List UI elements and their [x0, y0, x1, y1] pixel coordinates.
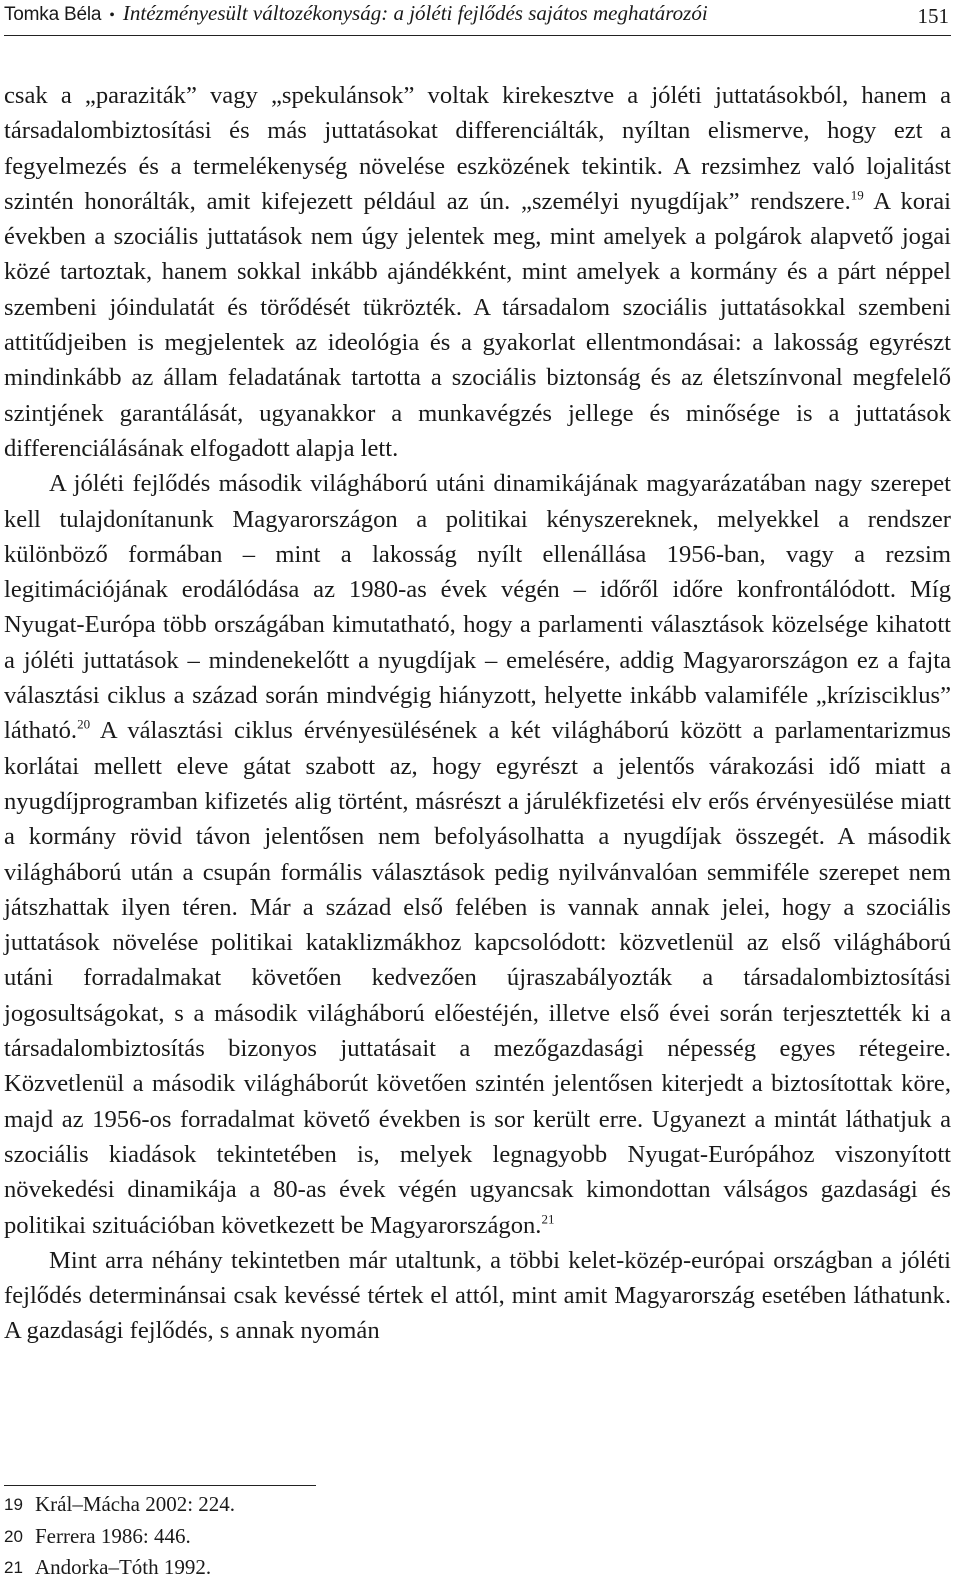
- paragraph-1-text-a: csak a „paraziták” vagy „spekulánsok” voltak kirekesztve a jóléti juttatásokból, hanem a társadalombiztosítási és más juttatásokat differenciálták, nyíltan elismerve, hogy ezt a fegyelmezés és a termelékenység növelése eszközének tekintik. A rezsimhez való lojalitást szintén honorálták, amit kifejezett például az ún. „személyi nyugdíjak” rendszere.: [4, 82, 951, 215]
- footnote-number: 21: [4, 1558, 23, 1577]
- footnote-number: 20: [4, 1526, 23, 1546]
- footnote-text: Ferrera 1986: 446.: [35, 1523, 191, 1548]
- paragraph-2: [4, 466, 951, 1243]
- header-author: Tomka Béla: [4, 4, 102, 25]
- header-left: [4, 0, 708, 29]
- page-number: 151: [917, 4, 949, 28]
- paragraph-3: [4, 1243, 951, 1349]
- running-header: [4, 0, 951, 36]
- body-text: [4, 78, 951, 1349]
- footnote-text: Král–Mácha 2002: 224.: [35, 1492, 236, 1516]
- paragraph-1: [4, 78, 951, 466]
- paragraph-2-text-a: A jóléti fejlődés második világháború utáni dinamikájának magyarázatában nagy szerepet kell tulajdonítanunk Magyarországon a politikai kényszereknek, melyekkel a rendszer különböző formában – mint a lakosság nyílt ellenállása 1956-ban, vagy a rezsim legitimációjának erodálódása az 1980-as évek végén – időről időre konfrontálódott. Míg Nyugat-Európa több országában kimutatható, hogy a parlamenti választások közelsége kihatott a jóléti juttatások – mindenekelőtt a nyugdíjak – emelésére, addig Magyarországon ez a fajta választási ciklus a század során mindvégig hiányzott, helyette inkább valamiféle „krízisciklus” látható.: [4, 470, 951, 745]
- footnote-text: Andorka–Tóth 1992.: [35, 1555, 212, 1579]
- footnote-21: [4, 1552, 235, 1584]
- footnote-20: [4, 1521, 235, 1553]
- paragraph-1-text-b: A korai években a szociális juttatások nem úgy jelentek meg, mint amelyek a polgárok alapvető jogai közé tartoztak, hanem sokkal inkább ajándékként, mint amelyek a kormány és a párt néppel szembeni jóindulatát és törődését tükrözték. A társadalom szociális juttatásokkal szembeni attitűdjeiben is megjelentek az ideológia és a gyakorlat ellentmondásai: a lakosság egyrészt mindinkább az állam feladatának tartotta a szociális biztonság és az életszínvonal megfelelő szintjének garantálását, ugyanakkor a munkavégzés jellege és minősége is a juttatások differenciálásának elfogadott alapja lett.: [4, 187, 951, 462]
- footnote-rule: [4, 1485, 316, 1486]
- paragraph-2-text-b: A választási ciklus érvényesülésének a két világháború között a parlamentarizmus korlátai mellett eleve gátat szabott az, hogy egyrészt a jelentős várakozási idő miatt a nyugdíjprogramban kifizetés alig történt, másrészt a járulékfizetési elv erős érvényesülése miatt a kormány rövid távon jelentősen nem befolyásolhatta a nyugdíjak összegét. A második világháború után a csupán formális választások pedig nyilvánvalóan semmiféle szerepet nem játszhattak ilyen téren. Már a század első felében is vannak annak jelei, hogy a szociális juttatások növelése politikai kataklizmákhoz kapcsolódott: közvetlenül az első világháború utáni forradalmakat követően kedvezően újraszabályozták a társadalombiztosítási jogosultságokat, s a második világháború előestéjén, illetve első évei során terjesztették ki a társadalombiztosítás bizonyos juttatásait a mezőgazdasági népesség egyes rétegeire. Közvetlenül a második világháborút követően szintén jelentősen kiterjedt a biztosítottak köre, majd az 1956-os forradalmat követő években is sor került erre. Ugyanezt a mintát láthatjuk a szociális kiadások tekintetében is, melyek legnagyobb Nyugat-Európához viszonyított növekedési dinamikája a 80-as évek végén ugyancsak kimondottan válságos gazdasági és politikai szituációban következett be Magyarországon.: [4, 717, 951, 1239]
- header-chapter-title: Intézményesült változékonyság: a jóléti fejlődés sajátos meghatározói: [122, 1, 708, 25]
- footnote-19: [4, 1489, 235, 1521]
- header-bullet: •: [109, 7, 115, 24]
- footnote-number: 19: [4, 1495, 23, 1514]
- footnote-ref-21[interactable]: 21: [541, 1210, 555, 1226]
- paragraph-3-text: Mint arra néhány tekintetben már utaltunk, a többi kelet-közép-európai országban a jóléti fejlődés determinánsai csak kevéssé tértek el attól, mint amit Magyarország esetében láthatunk. A gazdasági fejlődés, s annak nyomán: [4, 1246, 951, 1345]
- footnote-ref-19[interactable]: 19: [850, 187, 864, 203]
- footnote-ref-20[interactable]: 20: [77, 716, 91, 732]
- footnotes: [4, 1489, 235, 1584]
